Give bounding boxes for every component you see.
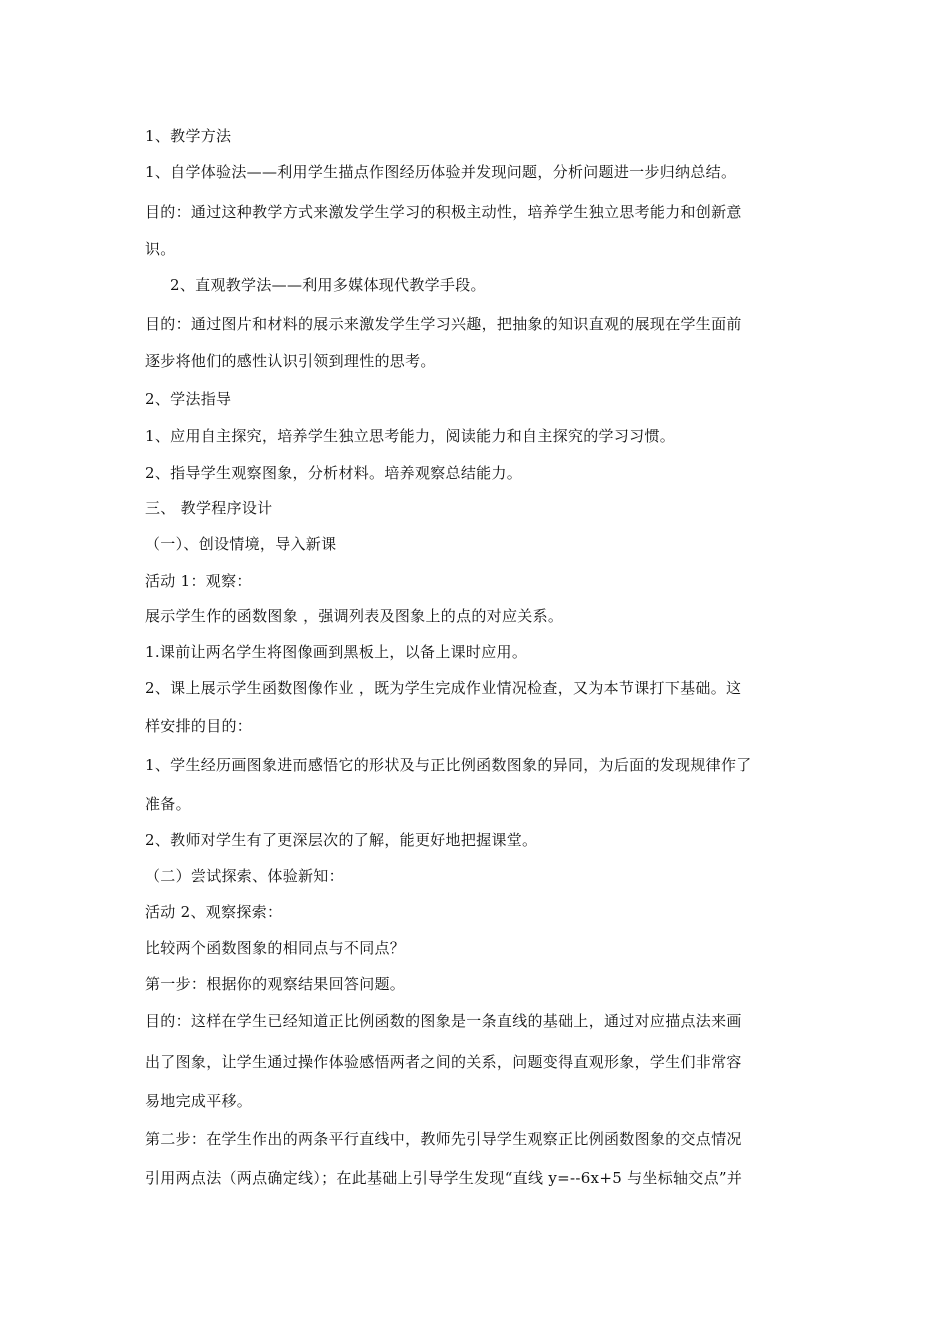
text-line: 引用两点法（两点确定线）；在此基础上引导学生发现“直线 y=--6x+5 与坐标轴交点”并 (145, 1169, 743, 1187)
text-line: 展示学生作的函数图象 ，强调列表及图象上的点的对应关系。 (145, 607, 564, 625)
text-line: 目的：通过这种教学方式来激发学生学习的积极主动性，培养学生独立思考能力和创新意 (145, 203, 742, 221)
text-line: 1、自学体验法——利用学生描点作图经历体验并发现问题，分析问题进一步归纳总结。 (145, 163, 737, 181)
text-line: 第一步：根据你的观察结果回答问题。 (145, 975, 406, 993)
text-line: 逐步将他们的感性认识引领到理性的思考。 (145, 352, 436, 370)
text-line: 2、教师对学生有了更深层次的了解，能更好地把握课堂。 (145, 831, 538, 849)
text-line: 易地完成平移。 (145, 1092, 253, 1110)
text-line: 目的：通过图片和材料的展示来激发学生学习兴趣，把抽象的知识直观的展现在学生面前 (145, 315, 742, 333)
text-line: 第二步：在学生作出的两条平行直线中，教师先引导学生观察正比例函数图象的交点情况 (145, 1130, 742, 1148)
heading-study-guidance: 2、学法指导 (145, 390, 232, 408)
text-line: 2、课上展示学生函数图像作业 ，既为学生完成作业情况检查，又为本节课打下基础。这 (145, 679, 742, 697)
text-line: 1.课前让两名学生将图像画到黑板上，以备上课时应用。 (145, 643, 528, 661)
text-line: 2、指导学生观察图象，分析材料。培养观察总结能力。 (145, 464, 523, 482)
text-line: 1、应用自主探究，培养学生独立思考能力，阅读能力和自主探究的学习习惯。 (145, 427, 676, 445)
text-line: 目的：这样在学生已经知道正比例函数的图象是一条直线的基础上，通过对应描点法来画 (145, 1012, 742, 1030)
text-line: 准备。 (145, 795, 191, 813)
text-line: 识。 (145, 240, 176, 258)
heading-program-design: 三、 教学程序设计 (145, 499, 273, 517)
subheading-section-2: （二）尝试探索、体验新知： (145, 867, 344, 885)
heading-teaching-methods: 1、教学方法 (145, 127, 232, 145)
text-line: 出了图象，让学生通过操作体验感悟两者之间的关系，问题变得直观形象，学生们非常容 (145, 1053, 742, 1071)
text-line: 活动 2、观察探索： (145, 903, 283, 921)
text-line: 比较两个函数图象的相同点与不同点？ (145, 939, 406, 957)
text-line: 2、直观教学法——利用多媒体现代教学手段。 (170, 276, 486, 294)
text-line: 活动 1：观察： (145, 572, 252, 590)
subheading-section-1: （一）、创设情境，导入新课 (145, 535, 337, 553)
text-line: 1、学生经历画图象进而感悟它的形状及与正比例函数图象的异同，为后面的发现规律作了 (145, 756, 752, 774)
text-line: 样安排的目的： (145, 717, 253, 735)
